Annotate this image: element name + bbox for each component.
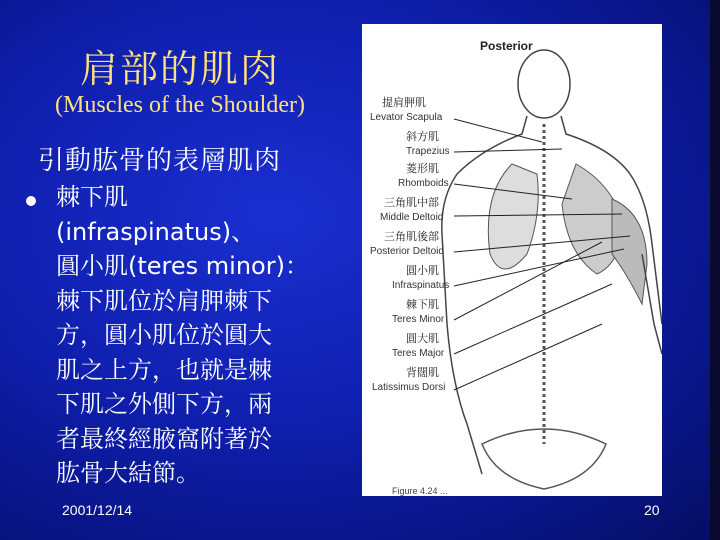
label-zh: 三角肌中部 (384, 196, 439, 209)
label-zh: 提肩胛肌 (382, 96, 426, 109)
slide-subtitle: (Muscles of the Shoulder) (55, 92, 305, 118)
label-en: Infraspinatus (392, 280, 450, 291)
label-en: Middle Deltoid (380, 212, 444, 223)
label-en: Latissimus Dorsi (372, 382, 446, 393)
label-en: Rhomboids (398, 178, 449, 189)
label-zh: 斜方肌 (406, 130, 439, 143)
label-zh: 棘下肌 (406, 298, 439, 311)
bullet-text: 棘下肌(infraspinatus)、 圓小肌(teres minor)： 棘下肌位於肩胛棘下 方，圓小肌位於圓大 肌之上方，也就是棘 下肌之外側下方，兩 者最終經腋窩附著於 肱骨大結節。 (56, 183, 309, 487)
slide-title: 肩部的肌肉 (79, 47, 280, 91)
figure-caption: Figure 4.24 ... (392, 486, 448, 496)
label-en: Teres Major (392, 348, 445, 359)
label-en: Levator Scapula (370, 112, 443, 123)
label-zh: 菱形肌 (406, 162, 439, 175)
label-en: Posterior Deltoid (370, 246, 444, 257)
shoulder-muscle-illustration (362, 24, 662, 496)
label-zh: 圓大肌 (406, 332, 439, 345)
label-zh: 背闊肌 (406, 366, 439, 379)
label-zh: 三角肌後部 (384, 230, 439, 243)
torso-outline (442, 116, 662, 474)
section-heading: 引動肱骨的表層肌肉 (38, 146, 282, 176)
deltoid-region (612, 199, 647, 304)
figure-view-label: Posterior (480, 39, 533, 53)
label-en: Trapezius (406, 146, 450, 157)
anatomy-figure (362, 24, 662, 496)
head-outline (518, 50, 570, 118)
figure-labels (370, 95, 450, 393)
slide-date: 2001/12/14 (62, 502, 133, 518)
left-scapula (488, 164, 538, 269)
bullet-icon (26, 196, 36, 206)
label-zh: 圓小肌 (406, 264, 439, 277)
slide-page-number: 20 (644, 502, 660, 518)
label-en: Teres Minor (392, 314, 445, 325)
right-edge-bar (710, 0, 720, 540)
